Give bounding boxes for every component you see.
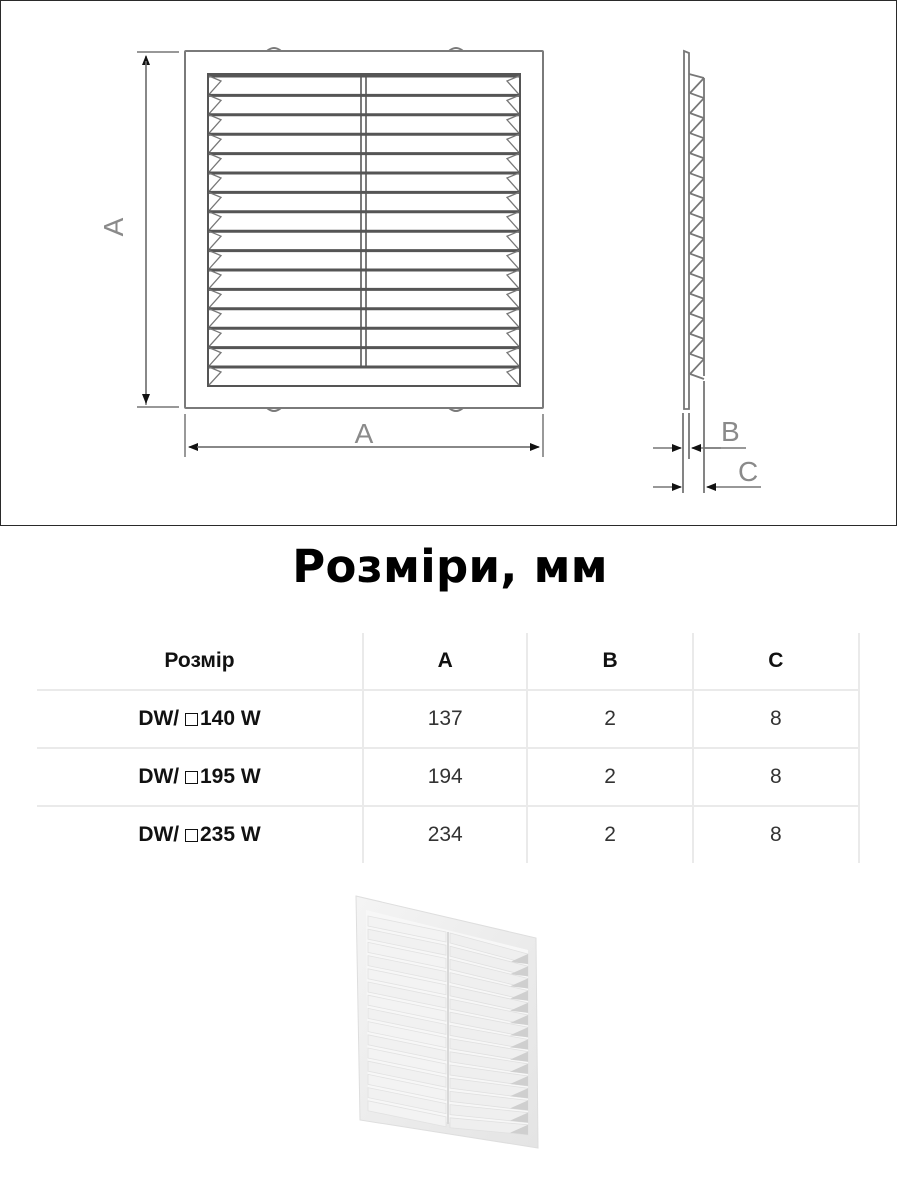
table-header-row [37,633,859,690]
c-dimension-label: C [738,456,759,487]
a-value-cell: 234 [363,806,527,863]
size-prefix: DW/ [138,823,185,846]
table-row [37,806,859,863]
grille-drawing-svg [1,1,898,527]
column-header-b: B [527,633,692,690]
width-dimension-label: A [354,418,374,449]
table-row [37,690,859,748]
table-row [37,748,859,806]
size-value: 195 W [199,765,261,788]
size-prefix: DW/ [138,707,185,730]
front-view [185,48,543,411]
height-dimension [98,52,179,407]
ventilation-grille-image [352,890,542,1150]
size-cell [37,748,363,806]
c-value-cell: 8 [693,690,859,748]
square-symbol-icon [185,713,198,726]
b-value-cell: 2 [527,806,692,863]
c-value-cell: 8 [693,806,859,863]
thickness-dimensions [653,416,761,487]
page-title: Розміри, мм [292,540,608,593]
size-value: 140 W [199,707,261,730]
column-header-c: C [693,633,859,690]
a-value-cell: 137 [363,690,527,748]
b-value-cell: 2 [527,748,692,806]
a-value-cell: 194 [363,748,527,806]
product-photo [352,890,542,1150]
square-symbol-icon [185,829,198,842]
dimensions-table [37,633,860,863]
size-value: 235 W [199,823,261,846]
c-value-cell: 8 [693,748,859,806]
b-value-cell: 2 [527,690,692,748]
size-cell [37,806,363,863]
column-header-size: Розмір [37,633,363,690]
technical-drawing [0,0,897,526]
column-header-a: A [363,633,527,690]
size-prefix: DW/ [138,765,185,788]
b-dimension-label: B [721,416,740,447]
width-dimension [185,414,543,457]
square-symbol-icon [185,771,198,784]
size-cell [37,690,363,748]
height-dimension-label: A [98,217,129,237]
side-view [683,51,704,493]
